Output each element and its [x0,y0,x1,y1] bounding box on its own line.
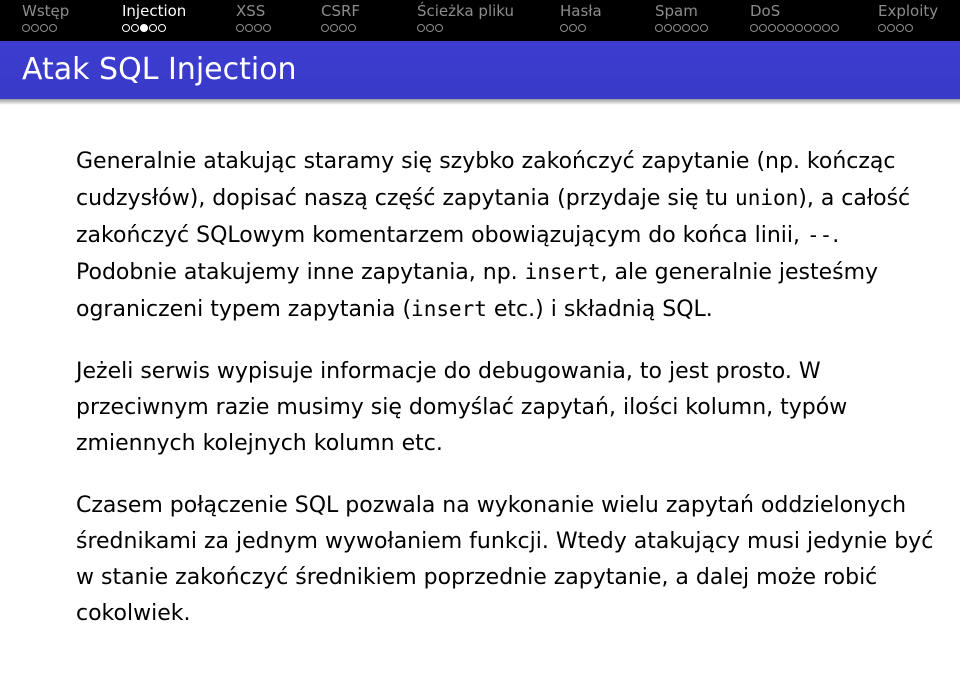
frame-dot[interactable] [330,24,338,32]
frame-dot[interactable] [750,24,758,32]
frame-dot[interactable] [700,24,708,32]
frame-dot[interactable] [786,24,794,32]
frame-dots[interactable] [321,24,356,32]
slide-content [76,144,936,632]
nav-label: Ścieżka pliku [417,2,515,20]
paragraph-sql-injection-technique [76,144,936,328]
nav-label: Spam [655,2,698,20]
frame-dot[interactable] [896,24,904,32]
frame-dot[interactable] [31,24,39,32]
text-run: Generalnie atakując staramy się szybko zakończyć zapytanie (np. kończąc cudzysłów), dopisać naszą część zapytania (przydaje się tu [76,149,896,211]
frame-dot[interactable] [673,24,681,32]
text-run: . Podobnie atakujemy inne zapytania, np. [76,223,840,285]
slide-title-bar [0,41,960,99]
frame-dot[interactable] [578,24,586,32]
frame-dot[interactable] [49,24,57,32]
nav-label: Hasła [560,2,602,20]
nav-label: Exploity [878,2,939,20]
frame-dot[interactable] [140,24,148,32]
frame-dot[interactable] [887,24,895,32]
frame-dot[interactable] [777,24,785,32]
frame-dot[interactable] [560,24,568,32]
text-run: , ale generalnie jesteśmy ograniczeni typem zapytania ( [76,260,879,322]
frame-dots[interactable] [122,24,166,32]
nav-label: Injection [122,2,187,20]
frame-dot[interactable] [40,24,48,32]
frame-dot[interactable] [905,24,913,32]
frame-dot[interactable] [878,24,886,32]
frame-dots[interactable] [417,24,443,32]
title-shadow [0,99,960,105]
frame-dot[interactable] [122,24,130,32]
frame-dot[interactable] [254,24,262,32]
frame-dot[interactable] [22,24,30,32]
frame-dot[interactable] [768,24,776,32]
code-union: union [735,186,799,210]
frame-dot[interactable] [435,24,443,32]
frame-dot[interactable] [417,24,425,32]
paragraph-debugging-info: Jeżeli serwis wypisuje informacje do debugowania, to jest prosto. W przeciwnym razie musimy się domyślać zapytań, ilości kolumn, typów zmiennych kolejnych kolumn etc. [76,359,848,456]
frame-dots[interactable] [560,24,586,32]
frame-dot[interactable] [236,24,244,32]
frame-dot[interactable] [263,24,271,32]
frame-dot[interactable] [339,24,347,32]
slide-title: Atak SQL Injection [22,52,297,87]
frame-dots[interactable] [22,24,57,32]
frame-dot[interactable] [245,24,253,32]
frame-dot[interactable] [321,24,329,32]
frame-dots[interactable] [655,24,708,32]
frame-dots[interactable] [236,24,271,32]
frame-dot[interactable] [795,24,803,32]
frame-dot[interactable] [348,24,356,32]
section-navigation-bar [0,0,960,41]
nav-label: Wstęp [22,2,70,20]
frame-dot[interactable] [691,24,699,32]
frame-dot[interactable] [831,24,839,32]
frame-dot[interactable] [822,24,830,32]
frame-dot[interactable] [655,24,663,32]
frame-dot[interactable] [813,24,821,32]
frame-dot[interactable] [149,24,157,32]
text-run: ), a całość zakończyć SQLowym komentarzem obowiązującym do końca linii, [76,186,911,248]
nav-label: CSRF [321,2,361,20]
code-insert: insert [524,260,601,284]
frame-dot[interactable] [759,24,767,32]
frame-dots[interactable] [750,24,839,32]
frame-dot[interactable] [664,24,672,32]
frame-dot[interactable] [569,24,577,32]
nav-label: DoS [750,2,781,20]
frame-dot[interactable] [131,24,139,32]
frame-dot[interactable] [682,24,690,32]
code-insert: insert [411,297,487,321]
nav-label: XSS [236,2,266,20]
frame-dot[interactable] [426,24,434,32]
text-run: etc.) i składnią SQL. [486,297,713,322]
frame-dot[interactable] [804,24,812,32]
frame-dots[interactable] [878,24,913,32]
frame-dot[interactable] [158,24,166,32]
code-comment: -- [807,223,833,247]
paragraph-multiple-queries: Czasem połączenie SQL pozwala na wykonanie wielu zapytań oddzielonych średnikami za jednym wywołaniem funkcji. Wtedy atakujący musi jedynie być w stanie zakończyć średnikiem poprzednie zapytanie, a dalej może robić cokolwiek. [76,493,934,626]
